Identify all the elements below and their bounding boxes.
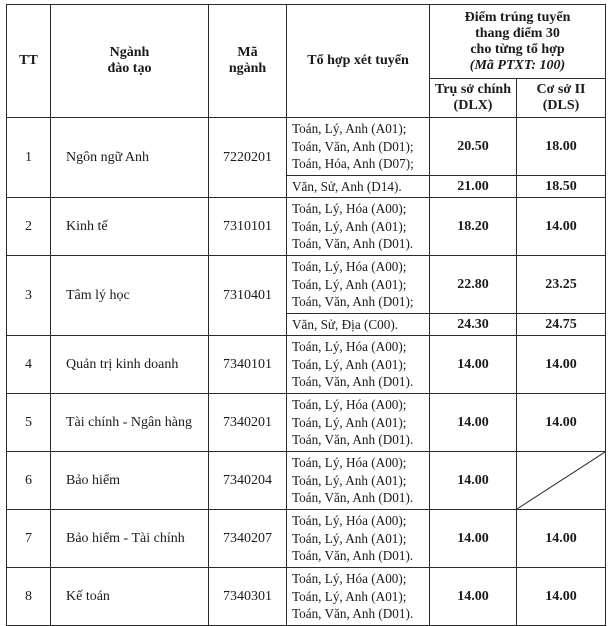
header-score <box>430 5 606 79</box>
header-campus-dls <box>517 79 606 118</box>
subject-combination: Văn, Sử, Địa (C00). <box>292 316 399 332</box>
diagonal-strike <box>517 452 605 509</box>
header-code <box>209 5 287 118</box>
subject-combination: Toán, Văn, Anh (D01). <box>292 548 414 564</box>
major-name: Tâm lý học <box>51 256 209 336</box>
major-name: Bảo hiểm <box>51 452 209 510</box>
header-major-line1: Ngành <box>109 45 150 60</box>
subject-combination: Toán, Lý, Anh (A01); <box>292 588 407 604</box>
score-dlx: 24.30 <box>430 314 517 336</box>
subject-combination: Toán, Văn, Anh (D01). <box>292 606 414 622</box>
score-dls: 14.00 <box>517 336 606 394</box>
subject-combination: Toán, Lý, Hóa (A00); <box>292 455 407 471</box>
header-campus-dlx-name: Trụ sở chính <box>435 82 511 97</box>
subject-combination: Toán, Lý, Hóa (A00); <box>292 339 407 355</box>
subject-combination: Toán, Văn, Anh (D01). <box>292 374 414 390</box>
table-row <box>7 452 606 510</box>
score-dlx: 14.00 <box>430 452 517 510</box>
major-code: 7310401 <box>209 256 287 336</box>
row-number: 6 <box>7 452 51 510</box>
admission-score-table <box>6 4 606 626</box>
row-number: 3 <box>7 256 51 336</box>
header-score-line2: thang điểm 30 <box>475 25 560 41</box>
major-code: 7340201 <box>209 394 287 452</box>
table-row <box>7 198 606 256</box>
major-name: Kế toán <box>51 568 209 626</box>
major-code: 7340301 <box>209 568 287 626</box>
score-dlx: 14.00 <box>430 568 517 626</box>
subject-combination: Toán, Lý, Anh (A01); <box>292 414 407 430</box>
score-dls: 14.00 <box>517 510 606 568</box>
score-dls: 14.00 <box>517 198 606 256</box>
score-dlx: 14.00 <box>430 394 517 452</box>
header-campus-dls-code: (DLS) <box>542 98 580 113</box>
major-name: Tài chính - Ngân hàng <box>51 394 209 452</box>
subject-combination: Toán, Văn, Anh (D01). <box>292 236 414 252</box>
subject-combination: Văn, Sử, Anh (D14). <box>292 178 402 194</box>
subject-combinations <box>287 256 430 314</box>
table-row <box>7 118 606 176</box>
row-number: 2 <box>7 198 51 256</box>
score-dls: 14.00 <box>517 568 606 626</box>
subject-combinations <box>287 176 430 198</box>
subject-combination: Toán, Lý, Hóa (A00); <box>292 201 407 217</box>
subject-combination: Toán, Văn, Anh (D01); <box>292 138 414 154</box>
score-dls: 24.75 <box>517 314 606 336</box>
subject-combination: Toán, Văn, Anh (D01). <box>292 490 414 506</box>
major-code: 7340207 <box>209 510 287 568</box>
subject-combination: Toán, Lý, Anh (A01); <box>292 218 407 234</box>
subject-combinations <box>287 118 430 176</box>
header-score-method: (Mã PTXT: 100) <box>469 57 566 73</box>
row-number: 4 <box>7 336 51 394</box>
row-number: 8 <box>7 568 51 626</box>
score-dlx: 20.50 <box>430 118 517 176</box>
table-row <box>7 394 606 452</box>
admission-table-container <box>6 4 605 626</box>
header-major-line2: đào tạo <box>107 61 152 76</box>
major-code: 7220201 <box>209 118 287 198</box>
score-dlx: 14.00 <box>430 336 517 394</box>
major-code: 7340101 <box>209 336 287 394</box>
row-number: 7 <box>7 510 51 568</box>
score-dlx: 14.00 <box>430 510 517 568</box>
subject-combinations <box>287 394 430 452</box>
header-score-line3: cho từng tổ hợp <box>470 41 565 57</box>
table-header <box>7 5 606 118</box>
header-code-line2: ngành <box>228 61 267 76</box>
score-dlx: 21.00 <box>430 176 517 198</box>
major-code: 7310101 <box>209 198 287 256</box>
score-dls: 14.00 <box>517 394 606 452</box>
score-dlx: 22.80 <box>430 256 517 314</box>
major-code: 7340204 <box>209 452 287 510</box>
subject-combinations <box>287 452 430 510</box>
score-dlx: 18.20 <box>430 198 517 256</box>
header-score-line1: Điểm trúng tuyển <box>464 9 571 25</box>
major-name: Bảo hiểm - Tài chính <box>51 510 209 568</box>
subject-combination: Toán, Lý, Hóa (A00); <box>292 397 407 413</box>
header-tt: TT <box>7 5 51 118</box>
table-row <box>7 510 606 568</box>
row-number: 5 <box>7 394 51 452</box>
header-campus-dls-name: Cơ sở II <box>536 82 586 97</box>
header-code-line1: Mã <box>237 45 258 60</box>
subject-combination: Toán, Lý, Anh (A01); <box>292 276 407 292</box>
subject-combination: Toán, Lý, Anh (A01); <box>292 530 407 546</box>
score-dls: 18.00 <box>517 118 606 176</box>
score-dls-not-offered <box>517 452 606 510</box>
major-name: Kinh tế <box>51 198 209 256</box>
table-row <box>7 256 606 314</box>
subject-combination: Toán, Lý, Hóa (A00); <box>292 571 407 587</box>
header-campus-dlx <box>430 79 517 118</box>
major-name: Quản trị kinh doanh <box>51 336 209 394</box>
table-body <box>7 118 606 626</box>
table-row <box>7 568 606 626</box>
subject-combination: Toán, Văn, Anh (D01); <box>292 294 414 310</box>
subject-combination: Toán, Lý, Hóa (A00); <box>292 513 407 529</box>
subject-combination: Toán, Lý, Anh (A01); <box>292 121 407 137</box>
row-number: 1 <box>7 118 51 198</box>
header-campus-dlx-code: (DLX) <box>453 98 493 113</box>
subject-combination: Toán, Lý, Anh (A01); <box>292 472 407 488</box>
subject-combinations <box>287 314 430 336</box>
subject-combinations <box>287 568 430 626</box>
score-dls: 23.25 <box>517 256 606 314</box>
score-dls: 18.50 <box>517 176 606 198</box>
header-combo: Tổ hợp xét tuyển <box>287 5 430 118</box>
subject-combination: Toán, Lý, Anh (A01); <box>292 356 407 372</box>
subject-combinations <box>287 198 430 256</box>
subject-combinations <box>287 336 430 394</box>
subject-combinations <box>287 510 430 568</box>
header-major <box>51 5 209 118</box>
table-row <box>7 336 606 394</box>
subject-combination: Toán, Văn, Anh (D01). <box>292 432 414 448</box>
subject-combination: Toán, Lý, Hóa (A00); <box>292 259 407 275</box>
major-name: Ngôn ngữ Anh <box>51 118 209 198</box>
subject-combination: Toán, Hóa, Anh (D07); <box>292 156 414 172</box>
